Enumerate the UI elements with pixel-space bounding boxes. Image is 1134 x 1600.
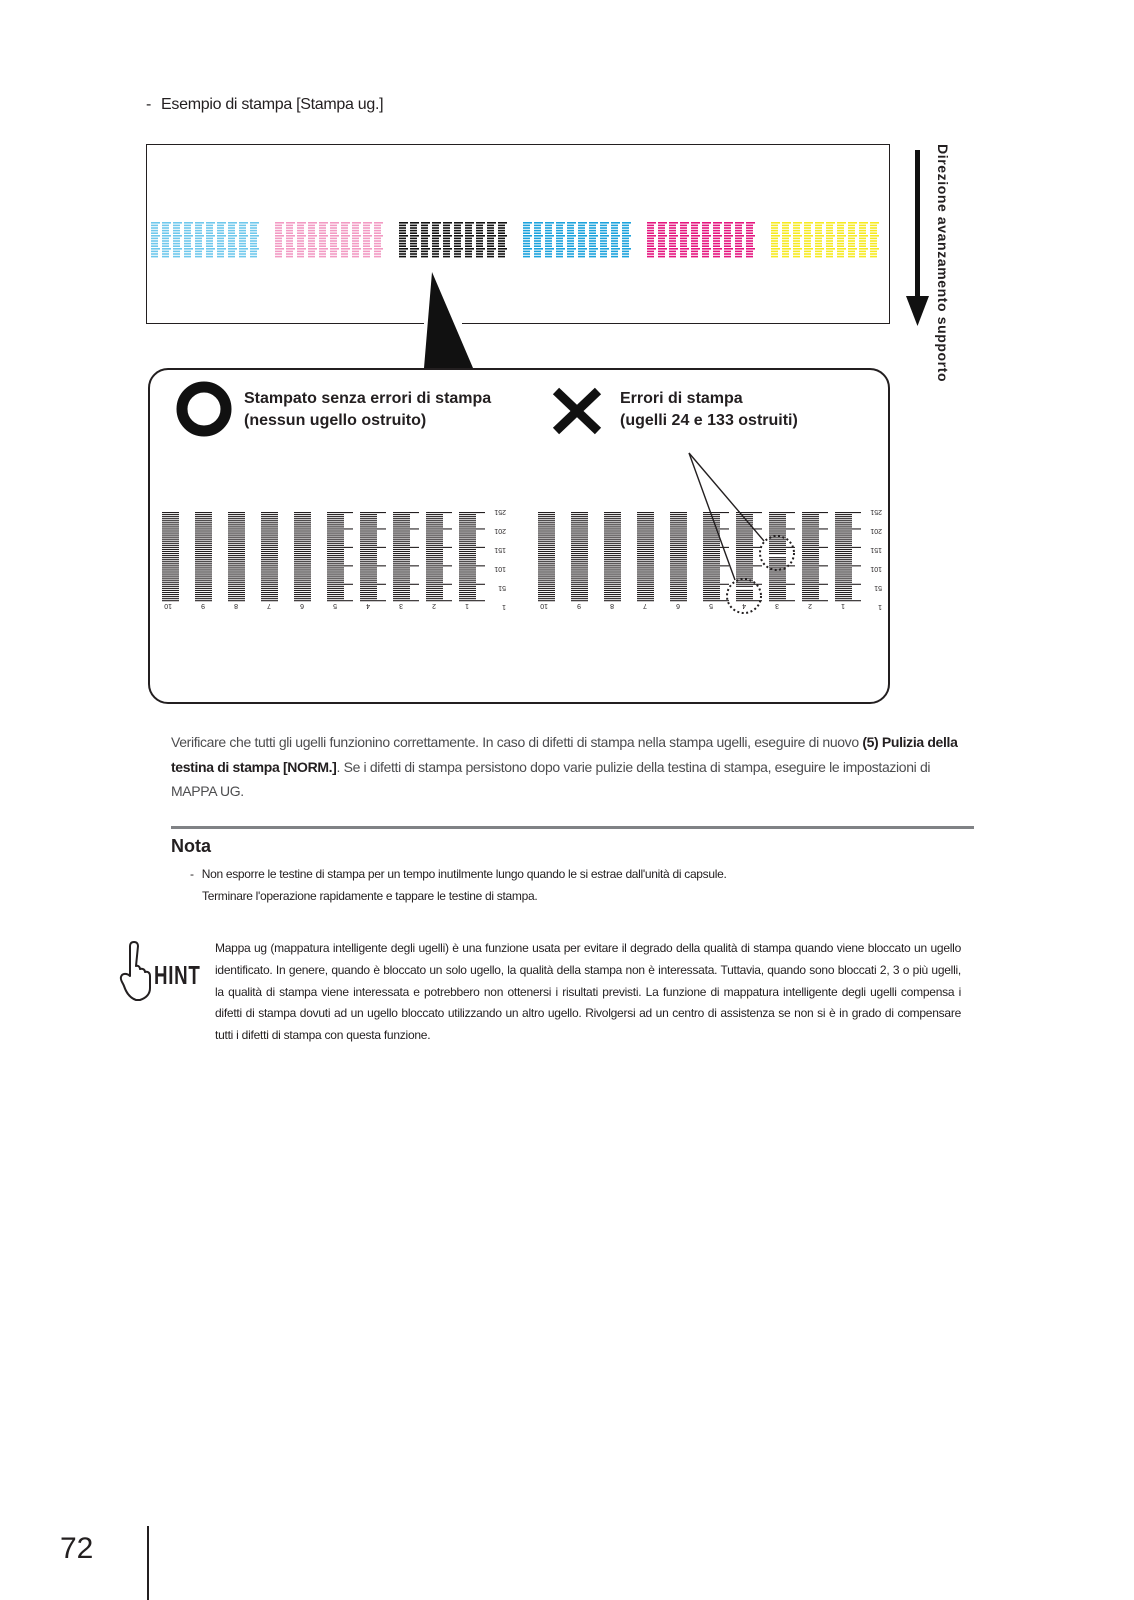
cross-error-icon [556, 391, 598, 431]
note-divider [171, 826, 974, 829]
row-label-51: 51 [874, 584, 882, 591]
column-label-10: 10 [540, 602, 548, 609]
ok-title-line2: (nessun ugello ostruito) [244, 412, 427, 429]
nozzle-column [835, 512, 861, 601]
ink-color-patterns [151, 222, 879, 257]
row-label-101: 101 [494, 565, 506, 572]
column-label-5: 5 [709, 602, 713, 609]
column-label-7: 7 [643, 602, 647, 609]
column-label-2: 2 [808, 602, 812, 609]
row-label-1: 1 [878, 603, 882, 610]
note-body [190, 864, 727, 907]
ink-block-4 [523, 222, 631, 257]
nozzle-column [327, 512, 353, 601]
error-nozzle-pattern [538, 508, 882, 610]
ok-title-line1: Stampato senza errori di stampa [244, 390, 492, 407]
ink-block-2 [275, 222, 383, 257]
instruction-paragraph [171, 730, 961, 804]
note-line-1: Non esporre le testine di stampa per un tempo inutilmente lungo quando le si estrae dall'unità di capsule. [201, 867, 727, 881]
ink-block-5 [647, 222, 755, 257]
column-label-1: 1 [841, 602, 845, 609]
row-label-101: 101 [870, 565, 882, 572]
row-label-201: 201 [494, 527, 506, 534]
row-label-1: 1 [502, 603, 506, 610]
nozzle-column [769, 512, 795, 601]
column-label-2: 2 [432, 602, 436, 609]
direction-arrow-icon [906, 150, 929, 326]
nozzle-column [294, 512, 311, 601]
column-label-4: 4 [742, 602, 746, 609]
nozzle-column [195, 512, 212, 601]
ink-block-6 [771, 222, 879, 257]
column-label-8: 8 [234, 602, 238, 609]
row-label-251: 251 [870, 508, 882, 515]
nozzle-column [228, 512, 245, 601]
caption-dash: - [146, 96, 152, 113]
note-line-2: Terminare l'operazione rapidamente e tappare le testine di stampa. [202, 888, 538, 903]
column-labels [164, 602, 469, 609]
pointer-wedge [424, 272, 473, 368]
page-margin-rule [147, 1526, 149, 1600]
instruction-text-2: . Se i difetti di stampa persistono dopo varie pulizie della testina di stampa, eseguire le impostazioni di MAPPA UG. [171, 758, 931, 799]
nozzle-column [637, 512, 654, 601]
media-direction-label: Direzione avanzamento supporto [935, 144, 951, 383]
nozzle-column [426, 512, 452, 601]
column-label-9: 9 [577, 602, 581, 609]
nozzle-column [459, 512, 485, 601]
ok-nozzle-pattern [162, 508, 506, 610]
nozzle-column [261, 512, 278, 601]
column-label-3: 3 [399, 602, 403, 609]
circle-ok-icon [182, 387, 226, 431]
caption-text: Esempio di stampa [Stampa ug.] [161, 96, 384, 113]
page-number: 72 [60, 1532, 94, 1565]
pointing-hand-icon [118, 940, 154, 1006]
row-label-151: 151 [494, 546, 506, 553]
hint-paragraph: Mappa ug (mappatura intelligente degli ugelli) è una funzione usata per evitare il degrado della qualità di stampa quando viene bloccato un ugello identificato. In genere, quando è bloccato un solo ugello, la qualità della stampa non è interessata. Tuttavia, quando sono bloccati 2, 3 o più ugelli, la qualità di stampa viene interessata e potrebbero non ottenersi i risultati previsti. La funzione di mappatura intelligente degli ugelli compensa i difetti di stampa dovuti ad un ugello bloccato utilizzando un altro ugello. Rivolgersi ad un centro di assistenza se non si è in grado di compensare tutti i difetti di stampa con questa funzione. [215, 941, 961, 1043]
column-label-6: 6 [300, 602, 304, 609]
column-label-9: 9 [201, 602, 205, 609]
nozzle-column [703, 512, 729, 601]
row-labels [870, 508, 882, 610]
nozzle-column [393, 512, 419, 601]
error-result-title [620, 388, 798, 432]
nozzle-column [360, 512, 386, 601]
row-labels [494, 508, 506, 610]
ok-result-title [244, 388, 491, 432]
column-label-7: 7 [267, 602, 271, 609]
hint-label: HINT [154, 960, 201, 990]
row-label-51: 51 [498, 584, 506, 591]
nozzle-column [162, 512, 179, 601]
row-label-151: 151 [870, 546, 882, 553]
nozzle-check-diagram [0, 0, 1134, 720]
column-label-3: 3 [775, 602, 779, 609]
column-label-8: 8 [610, 602, 614, 609]
instruction-link-cleaning: (5) Pulizia della testina di stampa [NORM.] [171, 734, 958, 775]
nozzle-column [736, 512, 762, 601]
nozzle-column [670, 512, 687, 601]
ng-title-line1: Errori di stampa [620, 390, 743, 407]
ink-block-3 [399, 222, 507, 257]
instruction-text-1: Verificare che tutti gli ugelli funzionino correttamente. In caso di difetti di stampa nella stampa ugelli, eseguire di nuovo [171, 734, 863, 750]
nozzle-column [538, 512, 555, 601]
nozzle-column [571, 512, 588, 601]
nozzle-column [604, 512, 621, 601]
row-label-251: 251 [494, 508, 506, 515]
nozzle-column [802, 512, 828, 601]
column-labels [540, 602, 845, 609]
row-label-201: 201 [870, 527, 882, 534]
note-dash: - [190, 867, 194, 881]
column-label-10: 10 [164, 602, 172, 609]
column-label-1: 1 [465, 602, 469, 609]
note-heading: Nota [171, 836, 211, 856]
column-label-4: 4 [366, 602, 370, 609]
column-label-5: 5 [333, 602, 337, 609]
ink-block-1 [151, 222, 259, 257]
column-label-6: 6 [676, 602, 680, 609]
ng-title-line2: (ugelli 24 e 133 ostruiti) [620, 412, 798, 429]
